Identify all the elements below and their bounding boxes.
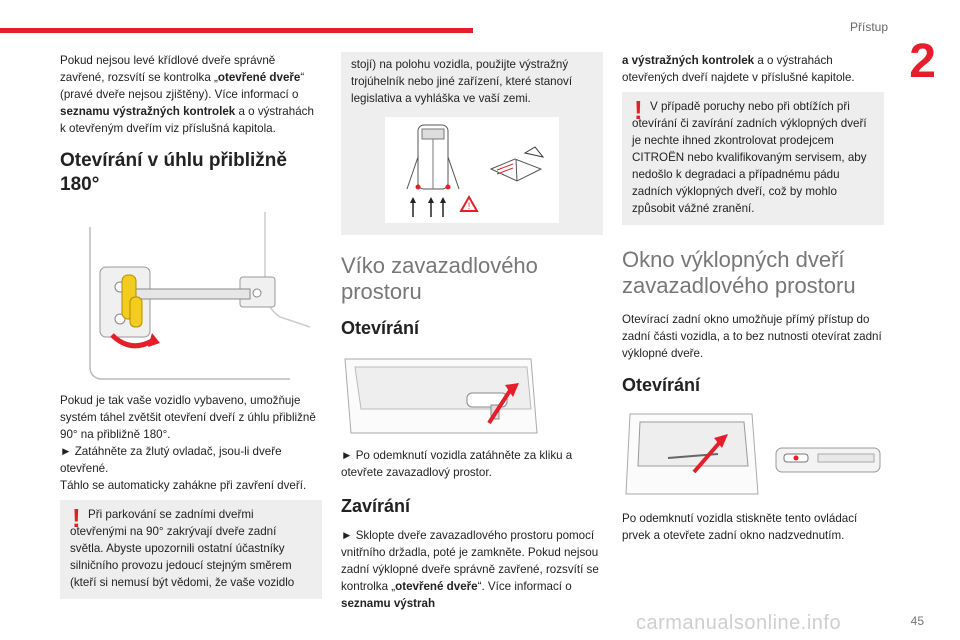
warning-triangle-figure [385, 117, 559, 223]
svg-text:!: ! [467, 201, 471, 211]
trunk-handle-figure [341, 349, 541, 435]
column-2 [341, 52, 603, 618]
chapter-number: 2 [909, 35, 936, 88]
section-title-rear-window: Okno výklopných dveří zavazadlového prostoru [622, 247, 856, 298]
warning-box-parking: ! Při parkování se zadními dveřmi otevřenými na 90° zakrývají dveře zadní světla. Abyste upozornili ostatní účastníky silničního provozu jedoucí stejným směrem (kteří si nemusí být vědomi, že vaše vozidlo [60, 500, 322, 599]
paragraph-close-trunk: ► Sklopte dveře zavazadlového prostoru pomocí vnitřního držadla, poté je zamkněte. Pokud nejsou zadní výklopné dveře správně zavřené, rozsvítí se kontrolka „otevřené dveře“. Více informací o seznamu výstrah [341, 529, 599, 610]
section-title-trunk-lid: Víko zavazadlového prostoru [341, 253, 538, 304]
watermark: carmanualsonline.info [636, 612, 842, 634]
paragraph-strap-system: Pokud je tak vaše vozidlo vybaveno, umožňuje systém táhel zvětšit otevření dveří z úhlu přibližně 90° na přibližně 180°. [60, 394, 316, 441]
door-strap-figure [60, 207, 322, 382]
warning-box-continued: stojí) na polohu vozidla, použijte výstražný trojúhelník nebo jiné zařízení, které stanoví legislativa a vyhláška ve vaší zemi. ! [341, 52, 603, 235]
paragraph-rear-window-intro: Otevírací zadní okno umožňuje přímý přístup do zadní části vozidla, a to bez nutnosti otevírat zadní výklopné dveře. [622, 313, 882, 360]
section-label: Přístup [849, 20, 888, 34]
heading-open-window: Otevírání [622, 375, 701, 395]
warning-icon: ! [72, 503, 81, 533]
step-open-window: Po odemknutí vozidla stiskněte tento ovládací prvek a otevřete zadní okno nadzvednutím. [622, 512, 858, 542]
warning-box-tailgate: ! V případě poruchy nebo při obtížích při otevírání či zavírání zadních výklopných dveří je nechte ihned zkontrolovat prodejcem CITROËN nebo kvalifikovaným servisem, aby nedošlo k degradaci a případnému pádu zadních výklopných dveří, což by mohlo způsobit vážné zranění. [622, 92, 884, 225]
top-accent-bar [0, 28, 473, 33]
paragraph-continued: a výstražných kontrolek a o výstrahách otevřených dveří najdete v příslušné kapitole. [622, 54, 855, 84]
column-1 [60, 52, 322, 609]
heading-open-180: Otevírání v úhlu přibližně 180° [60, 150, 287, 195]
warning-icon: ! [634, 95, 643, 125]
heading-close-trunk: Zavírání [341, 496, 411, 516]
step-pull-yellow-lever: ► Zatáhněte za žlutý ovladač, jsou-li dveře otevřené. [60, 445, 282, 475]
paragraph-auto-hook: Táhlo se automaticky zahákne při zavření dveří. [60, 479, 307, 492]
intro-paragraph: Pokud nejsou levé křídlové dveře správně zavřené, rozsvítí se kontrolka „otevřené dveře“ (pravé dveře nejsou zjištěny). Více informací o seznamu výstražných kontrolek a o výstrahách k otevřeným dveřím viz příslušná kapitola. [60, 54, 314, 135]
page-number: 45 [910, 614, 924, 628]
heading-open-trunk: Otevírání [341, 318, 420, 338]
step-open-trunk: ► Po odemknutí vozidla zatáhněte za kliku a otevřete zavazadlový prostor. [341, 449, 573, 479]
rear-window-figure [622, 406, 884, 498]
column-3 [622, 52, 884, 550]
